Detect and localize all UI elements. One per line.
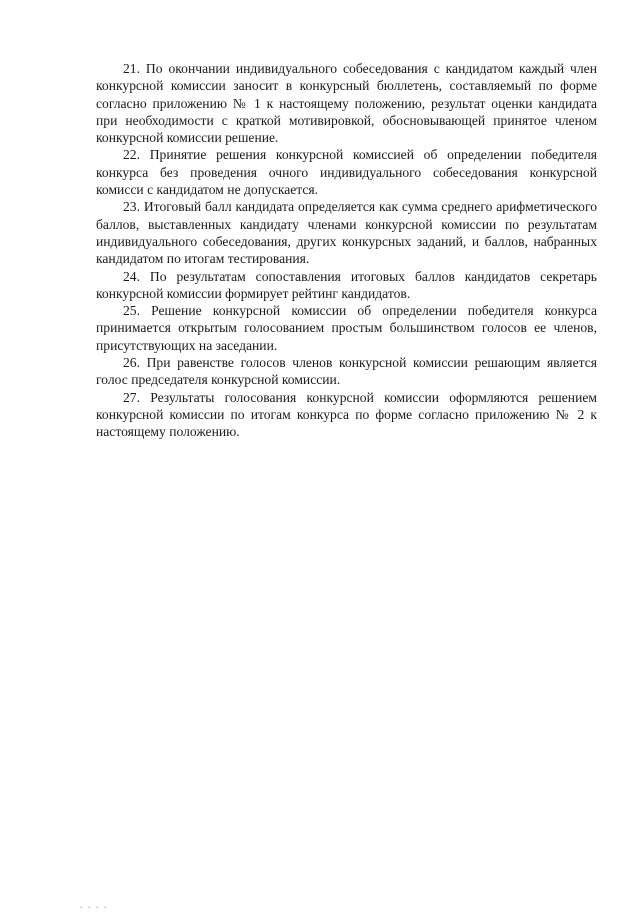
scan-artifact <box>80 895 116 897</box>
paragraph-27: 27. Результаты голосования конкурсной комиссии оформляются решением конкурсной комиссии по итогам конкурса по форме согласно приложению № 2 к настоящему положению. <box>96 389 597 440</box>
paragraph-22: 22. Принятие решения конкурсной комиссией об определении победителя конкурса без проведения очного индивидуального собеседования конкурсной комисси с кандидатом не допускается. <box>96 147 597 198</box>
document-body <box>96 60 597 441</box>
paragraph-23: 23. Итоговый балл кандидата определяется как сумма среднего арифметического баллов, выставленных кандидату членами конкурсной комиссии по результатам индивидуального собеседования, других конкурсных заданий, и баллов, набранных кандидатом по итогам тестирования. <box>96 199 597 267</box>
paragraph-24: 24. По результатам сопоставления итоговых баллов кандидатов секретарь конкурсной комиссии формирует рейтинг кандидатов. <box>96 268 597 301</box>
paragraph-26: 26. При равенстве голосов членов конкурсной комиссии решающим является голос председателя конкурсной комиссии. <box>96 355 597 388</box>
paragraph-21: 21. По окончании индивидуального собеседования с кандидатом каждый член конкурсной комиссии заносит в конкурсный бюллетень, составляемый по форме согласно приложению № 1 к настоящему положению, результат оценки кандидата при необходимости с краткой мотивировкой, обосновывающей принятое членом конкурсной комиссии решение. <box>96 61 597 146</box>
paragraph-25: 25. Решение конкурсной комиссии об определении победителя конкурса принимается открытым голосованием простым большинством голосов ее членов, присутствующих на заседании. <box>96 303 597 353</box>
